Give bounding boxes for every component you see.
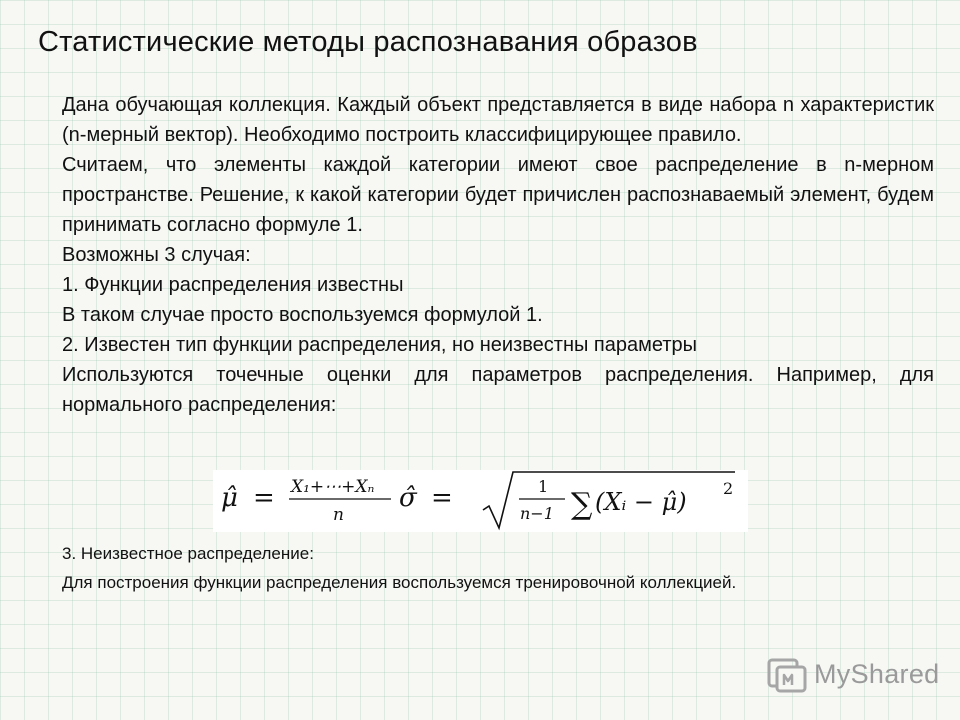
paragraph: 3. Неизвестное распределение: xyxy=(62,544,314,563)
sigma-hat: σ̂ xyxy=(399,483,417,513)
watermark xyxy=(766,654,939,694)
equals-sign: = xyxy=(253,483,275,513)
exponent: 2 xyxy=(723,479,734,498)
denominator: n xyxy=(333,505,344,525)
estimator-formula xyxy=(213,470,748,532)
paragraph: Дана обучающая коллекция. Каждый объект представляется в виде набора n характеристик (n-мерный вектор). Необходимо построить классифицирующее правило. xyxy=(62,94,934,146)
inner-denominator: n−1 xyxy=(520,504,554,523)
inner-numerator: 1 xyxy=(538,477,549,496)
paragraph: 2. Известен тип функции распределения, но неизвестны параметры xyxy=(62,334,697,356)
main-text xyxy=(62,90,934,420)
myshared-logo-icon xyxy=(766,654,808,694)
equals-sign: = xyxy=(431,483,453,513)
paragraph: В таком случае просто воспользуемся формулой 1. xyxy=(62,304,543,326)
paragraph: Считаем, что элементы каждой категории имеют свое распределение в n-мерном пространстве. Решение, к какой категории будет причислен распознаваемый элемент, будем принимать согласно формуле 1. xyxy=(62,154,934,236)
watermark-text: MyShared xyxy=(814,658,940,689)
numerator: X₁+⋯+Xₙ xyxy=(291,477,375,497)
slide-title: Статистические методы распознавания образов xyxy=(38,26,698,58)
formula-svg xyxy=(213,470,748,532)
paragraph: Для построения функции распределения воспользуемся тренировочной коллекцией. xyxy=(62,573,737,592)
sum-icon: ∑ xyxy=(571,487,593,522)
paragraph: 1. Функции распределения известны xyxy=(62,274,404,296)
summand: (Xᵢ − μ̂) xyxy=(595,488,687,516)
mu-hat: μ̂ xyxy=(221,483,238,513)
case-three-text xyxy=(62,539,934,597)
paragraph: Используются точечные оценки для параметров распределения. Например, для нормального распределения: xyxy=(62,364,934,416)
paragraph: Возможны 3 случая: xyxy=(62,244,251,266)
